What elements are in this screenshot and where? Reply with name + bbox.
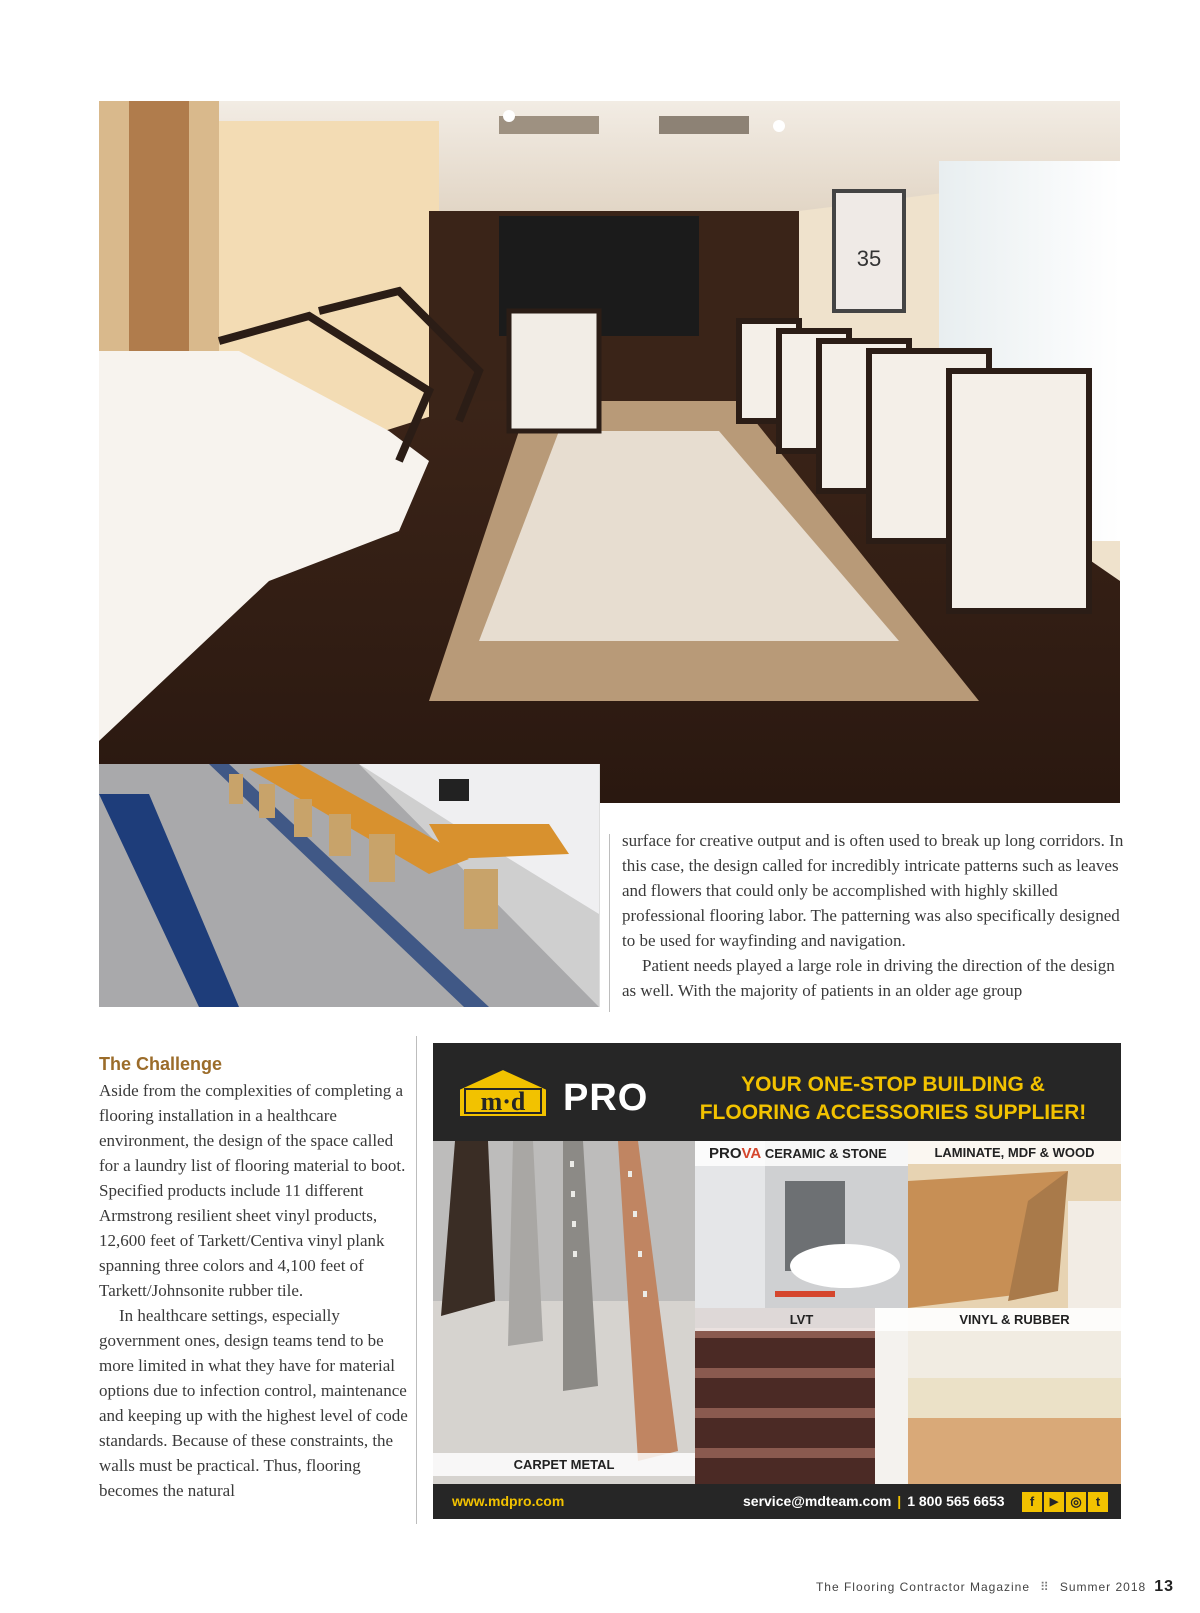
column-divider-bottom	[416, 1036, 417, 1524]
paragraph: Aside from the complexities of completing a flooring installation in a healthcare environment, the design of the space called for a laundry list of flooring material to boot. Specified products include 11 different Armstrong resilient sheet vinyl products, 12,600 feet of Tarkett/Centiva vinyl plank spanning three colors and 4,100 feet of Tarkett/Johnsonite rubber tile.	[99, 1081, 406, 1300]
carpet-metal-panel	[433, 1141, 695, 1484]
logo-text: m·d	[480, 1087, 526, 1116]
ceramic-stone-label	[695, 1141, 908, 1166]
contact-separator: |	[897, 1493, 902, 1509]
page-footer	[816, 1578, 1174, 1596]
ceramic-stone-panel	[695, 1141, 908, 1308]
paragraph: Patient needs played a large role in driving the direction of the design as well. With the majority of patients in an older age group	[622, 956, 1115, 1000]
issue-date: Summer 2018	[1059, 1580, 1147, 1594]
youtube-icon[interactable]: ▶	[1044, 1492, 1064, 1512]
right-column-text	[622, 828, 1125, 1003]
phone-number: 1 800 565 6653	[907, 1493, 1005, 1509]
conference-room-photo	[99, 764, 600, 1007]
twitter-icon[interactable]: t	[1088, 1492, 1108, 1512]
ceramic-stone-text: CERAMIC & STONE	[764, 1146, 887, 1161]
email-link[interactable]: service@mdteam.com	[743, 1493, 892, 1509]
page-number: 13	[1154, 1578, 1174, 1595]
tagline-line-2: FLOORING ACCESSORIES SUPPLIER!	[699, 1101, 1087, 1124]
tagline-line-1: YOUR ONE-STOP BUILDING &	[741, 1073, 1045, 1096]
website-link[interactable]: www.mdpro.com	[452, 1493, 565, 1509]
ad-footer	[433, 1484, 1121, 1519]
md-logo	[453, 1067, 553, 1121]
publication-name: The Flooring Contractor Magazine	[815, 1580, 1031, 1594]
footer-separator-dots: ⠿	[1040, 1580, 1050, 1594]
section-heading: The Challenge	[99, 1054, 223, 1074]
laminate-panel	[908, 1141, 1121, 1308]
prova-brand-pro: PRO	[709, 1145, 742, 1162]
carpet-metal-label: CARPET METAL	[433, 1453, 695, 1476]
contact-info	[743, 1493, 1005, 1509]
paragraph: In healthcare settings, especially government ones, design teams tend to be more limited in what they have for material options due to infection control, maintenance and keeping up with the highest level of code standards. Because of these constraints, the walls must be practical. Thus, flooring becomes the natural	[99, 1306, 408, 1500]
column-divider-top	[609, 834, 610, 1012]
lvt-label: LVT	[695, 1308, 908, 1331]
instagram-icon[interactable]: ◎	[1066, 1492, 1086, 1512]
left-column-text	[99, 1078, 412, 1503]
lvt-panel	[695, 1308, 908, 1484]
paragraph: surface for creative output and is often used to break up long corridors. In this case, the design called for incredibly intricate patterns such as leaves and flowers that could only be accomplished with highly skilled professional flooring labor. The patterning was also specifically designed to be used for wayfinding and navigation.	[622, 831, 1124, 950]
vinyl-rubber-label: VINYL & RUBBER	[908, 1308, 1121, 1331]
svg-text:35: 35	[856, 246, 882, 271]
ad-tagline	[678, 1071, 1108, 1127]
laminate-label: LAMINATE, MDF & WOOD	[908, 1141, 1121, 1164]
prova-brand-va: VA	[741, 1145, 762, 1162]
mdpro-advertisement	[433, 1043, 1121, 1519]
facebook-icon[interactable]: f	[1022, 1492, 1042, 1512]
brand-suffix: PRO	[563, 1077, 649, 1119]
vinyl-rubber-panel	[908, 1308, 1121, 1484]
ad-header	[433, 1043, 1121, 1141]
waiting-room-photo	[99, 101, 1120, 803]
